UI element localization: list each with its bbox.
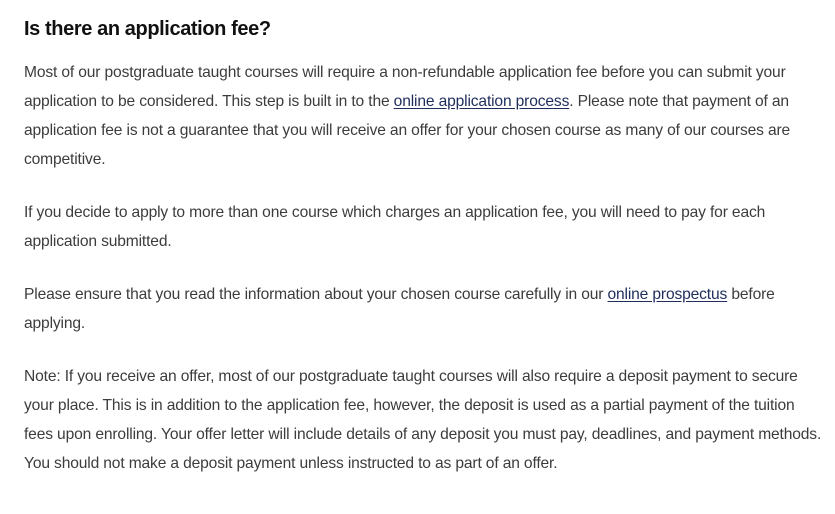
paragraph-deposit-note: Note: If you receive an offer, most of our postgraduate taught courses will also require a deposit payment to secure your place. This is in addition to the application fee, however, the deposit is used as a partial payment of the tuition fees upon enrolling. Your offer letter will include details of any deposit you must pay, deadlines, and payment methods. You should not make a deposit payment unless instructed to as part of an offer. xyxy=(24,368,822,472)
paragraph-text: Most of our postgraduate taught courses will require a non-refundable application fee before you can submit your application to be considered. This step is built in to the xyxy=(24,64,786,110)
paragraph-prospectus xyxy=(24,280,824,338)
paragraph-application-fee xyxy=(24,58,824,174)
section-heading: Is there an application fee? xyxy=(24,18,271,40)
paragraph-text: before applying. xyxy=(24,286,775,332)
online-application-process-link[interactable]: online application process xyxy=(393,93,570,110)
faq-section xyxy=(24,14,824,502)
paragraph-text: . Please note that payment of an application fee is not a guarantee that you will receive an offer for your chosen course as many of our courses are competitive. xyxy=(24,93,791,168)
paragraph-text: Please ensure that you read the information about your chosen course carefully in our xyxy=(24,286,608,303)
paragraph-multiple-courses: If you decide to apply to more than one course which charges an application fee, you will need to pay for each application submitted. xyxy=(24,204,766,250)
online-prospectus-link[interactable]: online prospectus xyxy=(607,286,728,303)
